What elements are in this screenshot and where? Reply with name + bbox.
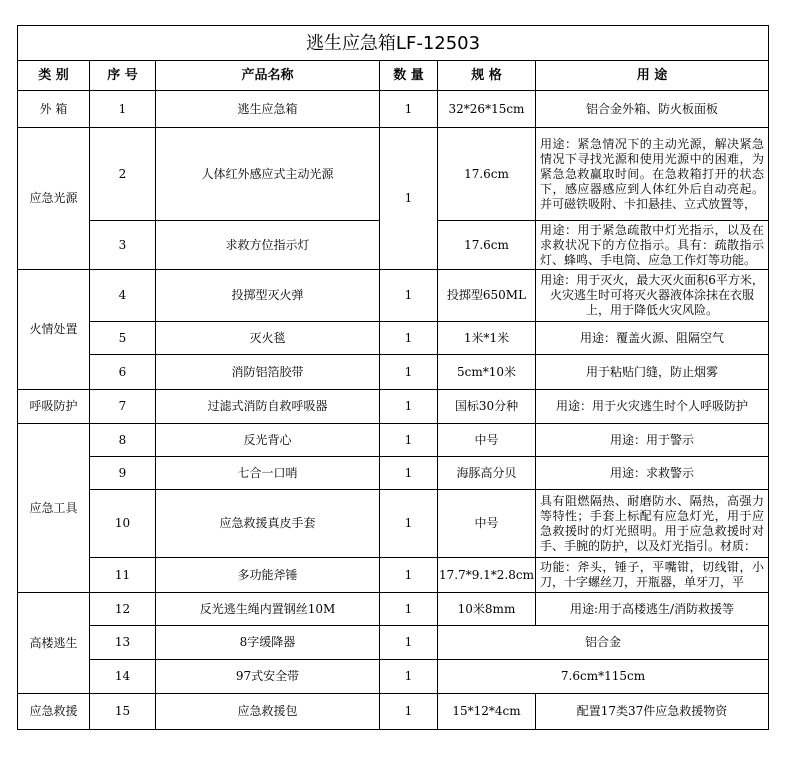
seq-cell: 10	[90, 490, 156, 558]
seq-cell: 2	[90, 128, 156, 221]
header-spec: 规 格	[438, 61, 536, 91]
qty-cell: 1	[380, 128, 438, 270]
seq-cell: 13	[90, 626, 156, 660]
table-row	[18, 390, 769, 424]
name-cell: 逃生应急箱	[156, 91, 380, 128]
product-table	[17, 25, 769, 730]
seq-cell: 5	[90, 322, 156, 355]
qty-cell: 1	[380, 490, 438, 558]
qty-cell: 1	[380, 660, 438, 694]
table-row	[18, 626, 769, 660]
use-cell: 用途：覆盖火源、阻隔空气	[536, 322, 769, 355]
qty-cell: 1	[380, 390, 438, 424]
use-cell: 用途：用于警示	[536, 424, 769, 457]
seq-cell: 15	[90, 694, 156, 730]
use-cell: 铝合金	[438, 626, 769, 660]
seq-cell: 11	[90, 558, 156, 593]
spec-cell: 5cm*10米	[438, 355, 536, 390]
spec-cell: 17.7*9.1*2.8cm	[438, 558, 536, 593]
use-cell: 铝合金外箱、防火板面板	[536, 91, 769, 128]
qty-cell: 1	[380, 91, 438, 128]
category-cell: 应急救援	[18, 694, 90, 730]
qty-cell: 1	[380, 694, 438, 730]
spec-cell: 10米8mm	[438, 593, 536, 626]
seq-cell: 1	[90, 91, 156, 128]
header-qty: 数 量	[380, 61, 438, 91]
use-text: 用途：紧急情况下的主动光源，解决紧急情况下寻找光源和使用光源中的困难，为紧急急救赢取时间。在急救箱打开的状态下，感应器感应到人体红外后自动亮起。并可磁铁吸附、卡扣悬挂、立式放置等，	[540, 136, 765, 211]
category-cell: 呼吸防护	[18, 390, 90, 424]
qty-cell: 1	[380, 593, 438, 626]
table-row	[18, 355, 769, 390]
name-cell: 多功能斧锤	[156, 558, 380, 593]
use-cell	[536, 270, 769, 322]
table-row	[18, 322, 769, 355]
name-cell: 灭火毯	[156, 322, 380, 355]
spec-cell: 海豚高分贝	[438, 457, 536, 490]
spec-cell: 投掷型650ML	[438, 270, 536, 322]
spec-cell: 中号	[438, 424, 536, 457]
qty-cell: 1	[380, 322, 438, 355]
seq-cell: 7	[90, 390, 156, 424]
category-cell: 外 箱	[18, 91, 90, 128]
qty-cell: 1	[380, 457, 438, 490]
spec-cell: 中号	[438, 490, 536, 558]
qty-cell: 1	[380, 558, 438, 593]
name-cell: 97式安全带	[156, 660, 380, 694]
header-name: 产品名称	[156, 61, 380, 91]
use-cell	[536, 558, 769, 593]
seq-cell: 6	[90, 355, 156, 390]
product-table-sheet	[17, 25, 768, 730]
qty-cell: 1	[380, 626, 438, 660]
use-cell: 用途:用于高楼逃生/消防救援等	[536, 593, 769, 626]
use-cell: 7.6cm*115cm	[438, 660, 769, 694]
use-cell: 配置17类37件应急救援物资	[536, 694, 769, 730]
category-cell: 火情处置	[18, 270, 90, 390]
use-text: 功能：斧头，锤子，平嘴钳，切线钳，小刀，十字螺丝刀，开瓶器，单牙刀，平	[540, 560, 765, 589]
table-row	[18, 270, 769, 322]
spec-cell: 17.6cm	[438, 128, 536, 221]
name-cell: 消防铝箔胶带	[156, 355, 380, 390]
use-cell	[536, 221, 769, 270]
category-cell: 应急工具	[18, 424, 90, 593]
qty-cell: 1	[380, 424, 438, 457]
qty-cell: 1	[380, 355, 438, 390]
use-cell: 用于粘贴门缝，防止烟雾	[536, 355, 769, 390]
name-cell: 反光背心	[156, 424, 380, 457]
use-text: 用途：用于灭火，最大灭火面积6平方米，火灾逃生时可将灭火器液体涂抹在衣服上，用于降低火灾风险。	[540, 273, 764, 317]
name-cell: 8字缓降器	[156, 626, 380, 660]
category-cell: 高楼逃生	[18, 593, 90, 694]
header-seq: 序 号	[90, 61, 156, 91]
name-cell: 求救方位指示灯	[156, 221, 380, 270]
category-cell: 应急光源	[18, 128, 90, 270]
seq-cell: 3	[90, 221, 156, 270]
seq-cell: 14	[90, 660, 156, 694]
table-title: 逃生应急箱LF-12503	[18, 26, 769, 61]
table-row	[18, 424, 769, 457]
name-cell: 七合一口哨	[156, 457, 380, 490]
header-category: 类 别	[18, 61, 90, 91]
name-cell: 人体红外感应式主动光源	[156, 128, 380, 221]
use-text: 具有阻燃隔热、耐磨防水、隔热，高强力等特性；手套上标配有应急灯光，用于应急救援时的灯光照明。用于应急救援时对手、手腕的防护，以及灯光指引。材质：	[540, 493, 765, 553]
name-cell: 应急救援包	[156, 694, 380, 730]
header-use: 用 途	[536, 61, 769, 91]
seq-cell: 4	[90, 270, 156, 322]
name-cell: 投掷型灭火弹	[156, 270, 380, 322]
name-cell: 应急救援真皮手套	[156, 490, 380, 558]
table-row	[18, 558, 769, 593]
spec-cell: 32*26*15cm	[438, 91, 536, 128]
use-cell	[536, 490, 769, 558]
spec-cell: 1米*1米	[438, 322, 536, 355]
use-cell	[536, 128, 769, 221]
seq-cell: 8	[90, 424, 156, 457]
spec-cell: 15*12*4cm	[438, 694, 536, 730]
table-row	[18, 660, 769, 694]
table-row	[18, 91, 769, 128]
seq-cell: 9	[90, 457, 156, 490]
spec-cell: 17.6cm	[438, 221, 536, 270]
table-row	[18, 694, 769, 730]
name-cell: 过滤式消防自救呼吸器	[156, 390, 380, 424]
use-text: 用途：用于紧急疏散中灯光指示，以及在求救状况下的方位指示。具有：疏散指示灯、蜂鸣、手电筒、应急工作灯等功能。	[540, 222, 765, 267]
table-row	[18, 128, 769, 221]
use-cell: 用途：用于火灾逃生时个人呼吸防护	[536, 390, 769, 424]
table-row	[18, 457, 769, 490]
spec-cell: 国标30分种	[438, 390, 536, 424]
table-row	[18, 490, 769, 558]
use-cell: 用途：求救警示	[536, 457, 769, 490]
qty-cell: 1	[380, 270, 438, 322]
table-row	[18, 593, 769, 626]
seq-cell: 12	[90, 593, 156, 626]
name-cell: 反光逃生绳内置钢丝10M	[156, 593, 380, 626]
